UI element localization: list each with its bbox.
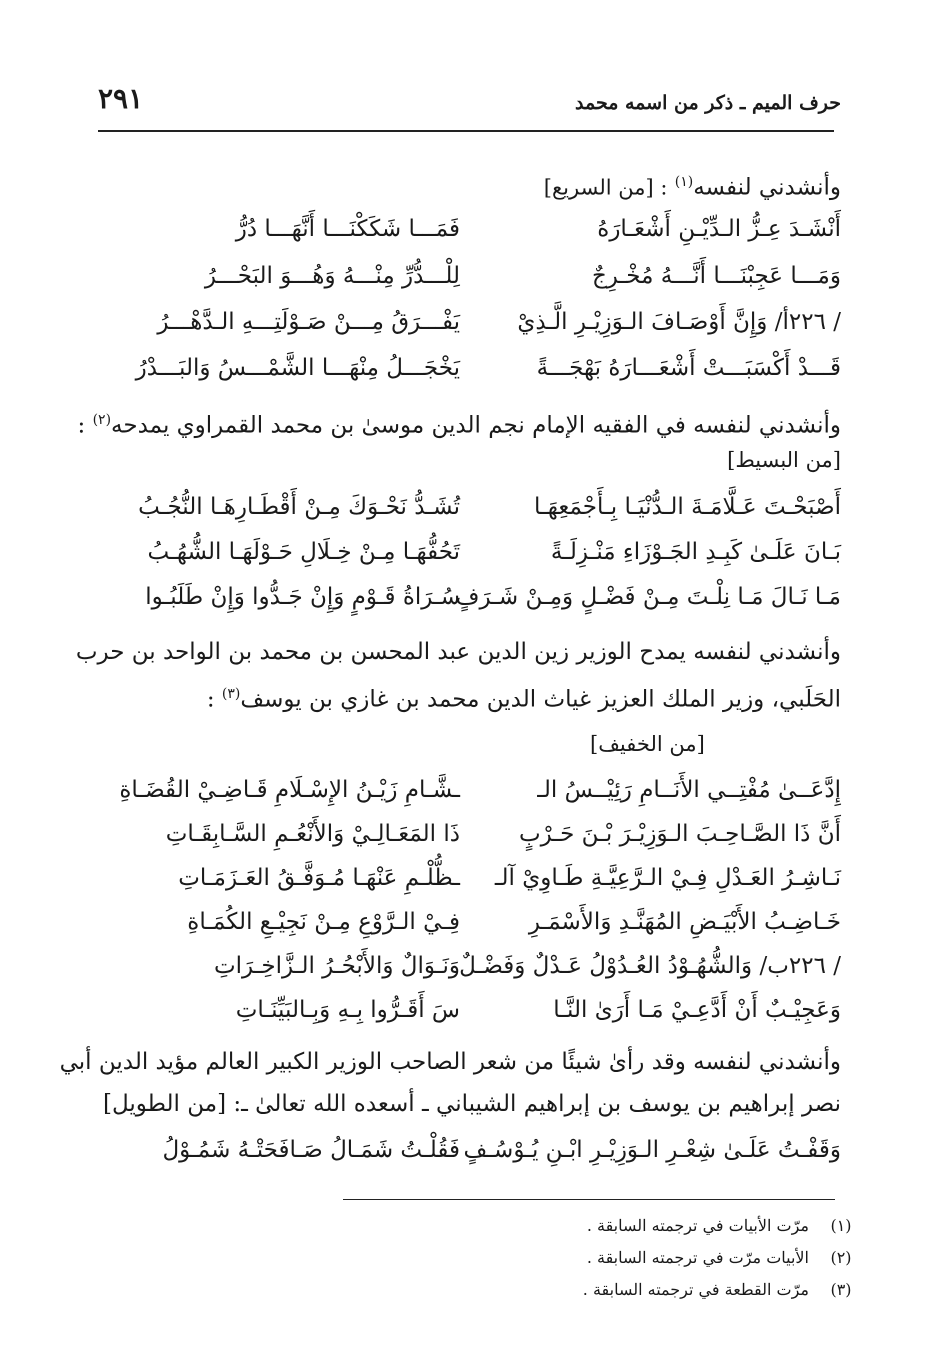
verse-hemistich-right: وَقَفْـتُ عَلَـىٰ شِعْـرِ الـوَزِيْـرِ ابْـنِ يُـوْسُـفٍ <box>463 1137 841 1163</box>
verse-hemistich-right: نَـاشِـرُ العَـدْلِ فِـيْ الـرَّعِيَّـةِ طَـاوِيْ آلـ <box>494 865 841 891</box>
footnote-text: مرّت الأبيات في ترجمته السابقة . <box>586 1216 809 1235</box>
verse-hemistich-right: أَصْبَحْـتَ عَـلَّامَـةَ الـدُّنْيَـا بِـأَجْمَعِهَـا <box>534 494 841 520</box>
footnote-ref: (١) <box>674 174 694 190</box>
section3-intro-line1: وأنشدني لنفسه يمدح الوزير زين الدين عبد المحسن بن محمد بن الواحد بن حرب <box>75 639 841 665</box>
verse-hemistich-right: أَنْشَـدَ عِـزُّ الـدِّيْـنِ أَشْعَـارَهُ <box>597 216 841 242</box>
verse-hemistich-left: لِلْـــدُّرِّ مِنْـــهُ وَهُـــوَ البَحْـــرُ <box>204 263 460 289</box>
header-rule <box>98 130 834 132</box>
header-title: حرف الميم ـ ذكر من اسمه محمد <box>574 92 841 114</box>
verse-hemistich-left: سَ أَقَـرُّوا بِـهِ وَبِـالبَيِّنَـاتِ <box>235 997 460 1023</box>
footnote <box>587 1214 861 1238</box>
footnote-rule <box>343 1199 835 1200</box>
footnote-text: الأبيات مرّت في ترجمته السابقة . <box>586 1248 809 1267</box>
verse-hemistich-right: وَمَـــا عَجِبْنَـــا أَنَّـــهُ مُخْـرِجٌ <box>591 263 841 289</box>
verse-hemistich-right: إِدَّعَــىٰ مُفْتِــي الأَنَــامِ رَئِيْــسُ الـ <box>537 777 841 803</box>
verse-hemistich-left: فِـيْ الـرَّوْعِ مِـنْ نَجِيْـعِ الكُمَـاةِ <box>187 909 460 935</box>
colon: : <box>206 686 215 713</box>
verse-hemistich-left: تَحُفُّهَـا مِـنْ خِـلَالِ حَـوْلَهَـا الشُّهُـبُ <box>147 539 460 565</box>
footnote-ref: (٢) <box>92 412 112 428</box>
verse-hemistich-right: خَـاضِـبُ الأَبْيَـضِ المُهَنَّـدِ وَالأَسْمَـرِ <box>528 909 841 935</box>
section3-intro-line2 <box>207 672 841 722</box>
verse-hemistich-right: / ٢٢٦أ/ وَإِنَّ أَوْصَـافَ الـوَزِيْـرِ الَّـذِيْ <box>517 309 841 335</box>
verse-hemistich-left: يَفْـــرَقُ مِـــنْ صَـوْلَتِـــهِ الـدَّهْـــرُ <box>157 309 460 335</box>
verse-hemistich-left: ذَا المَعَـالِـيْ وَالأَنْعُـمِ السَّـابِقَـاتِ <box>165 821 460 847</box>
section4-intro-line1: وأنشدني لنفسه وقد رأىٰ شيئًا من شعر الصاحب الوزير الكبير العالم مؤيد الدين أبي <box>59 1049 841 1075</box>
verse-hemistich-left: فَمَـــا شَكَكْنَـــا أَنَّهَـــا دُرُّ <box>235 216 460 242</box>
section4-intro-line2: نصر إبراهيم بن يوسف بن إبراهيم الشيباني ـ أسعده الله تعالىٰ ـ: [من الطويل] <box>102 1091 841 1117</box>
verse-hemistich-right: قَـــدْ أَكْسَبَـــتْ أَشْعَـــارَهُ بَهْجَـــةً <box>536 355 841 381</box>
footnote-number: (٣) <box>830 1280 852 1299</box>
meter-label: [من الخفيف] <box>590 732 705 756</box>
footnote-ref: (٣) <box>221 686 241 702</box>
meter-label: : [من السريع] <box>543 175 668 200</box>
section1-intro <box>544 160 841 210</box>
colon: : <box>77 412 86 439</box>
footnote-text: مرّت القطعة في ترجمته السابقة . <box>582 1280 809 1299</box>
meter-label: [من البسيط] <box>727 448 841 472</box>
verse-hemistich-left: ـشَّـامِ زَيْـنُ الإِسْـلَامِ قَـاضِـيْ القُضَـاةِ <box>119 777 460 803</box>
intro-text: الحَلَبي، وزير الملك العزيز غياث الدين محمد بن غازي بن يوسف <box>240 686 841 713</box>
verse-hemistich-left: سُـرَاةُ قَـوْمٍ وَإِنْ جَـدُّوا وَإِنْ طَلَبُـوا <box>145 584 460 610</box>
footnote-number: (٢) <box>830 1248 852 1267</box>
verse-hemistich-right: أَنَّ ذَا الصَّـاحِـبَ الـوَزِيْـرَ بْـنَ حَـرْبٍ <box>519 821 841 847</box>
verse-hemistich-right: وَعَجِيْـبٌ أَنْ أَدَّعِـيْ مَـا أَرَىٰ النَّـا <box>553 997 841 1023</box>
verse-hemistich-left: يَخْجَـــلُ مِنْهَـــا الشَّمْـــسُ وَالبَـــدْرُ <box>135 355 460 381</box>
verse-hemistich-left: فَقُلْـتُ شَمَـالُ صَـافَحَتْـهُ شَمُـوْلُ <box>162 1137 460 1163</box>
verse-hemistich-left: تُشَـدُّ نَحْـوَكَ مِـنْ أَقْطَـارِهَـا النُّجُـبُ <box>138 494 460 520</box>
footnote <box>583 1278 861 1302</box>
page-number: ٢٩١ <box>98 82 144 115</box>
verse-hemistich-left: وَنَـوَالٌ وَالأَبْحُـرُ الـزَّاخِـرَاتِ <box>213 953 460 979</box>
verse-hemistich-left: ـظُّلْـمِ عَنْهَـا مُـوَفَّـقُ العَـزَمَـاتِ <box>178 865 460 891</box>
intro-text: وأنشدني لنفسه في الفقيه الإمام نجم الدين موسىٰ بن محمد القمراوي يمدحه <box>111 412 841 439</box>
footnote-number: (١) <box>830 1216 852 1235</box>
footnote <box>587 1246 861 1270</box>
verse-hemistich-right: مَـا نَـالَ مَـا نِلْـتَ مِـنْ فَضْـلٍ وَمِـنْ شَـرَفٍ <box>455 584 841 610</box>
running-header <box>98 82 841 122</box>
intro-text: وأنشدني لنفسه <box>693 174 841 201</box>
verse-hemistich-right: / ٢٢٦ب/ وَالشُّهُـوْدُ العُـدُوْلُ عَـدْلٌ وَفَضْـلٌ <box>459 953 841 979</box>
verse-hemistich-right: بَـانَ عَلَـىٰ كَبِـدِ الجَـوْزَاءِ مَنْـزِلَـةً <box>550 539 841 565</box>
